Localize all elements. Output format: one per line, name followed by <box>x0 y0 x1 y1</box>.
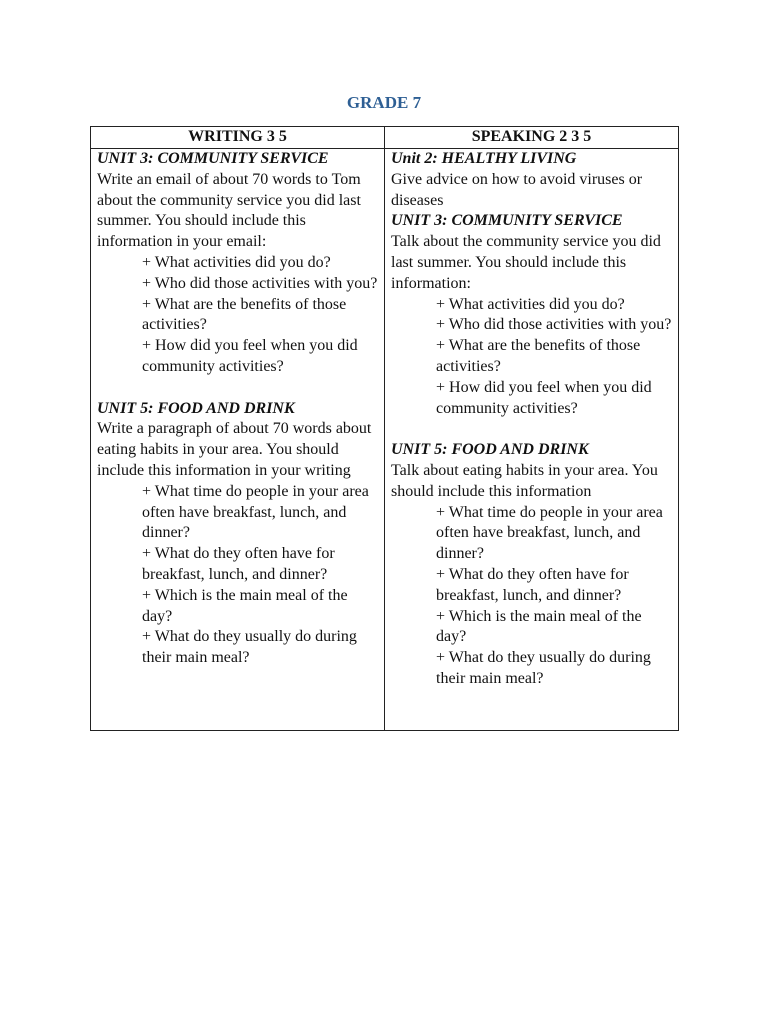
writing-column <box>91 149 385 731</box>
speaking-unit2-section <box>391 149 672 211</box>
task-prompt: Give advice on how to avoid viruses or diseases <box>391 170 643 209</box>
speaking-column <box>385 149 679 731</box>
page-title: GRADE 7 <box>346 93 422 112</box>
speaking-column-header: SPEAKING 2 3 5 <box>385 127 679 149</box>
task-prompt: Write an email of about 70 words to Tom about the community service you did last summer. You should include this information in your email: <box>97 170 361 251</box>
exam-topics-table <box>90 126 679 731</box>
question-item: + Which is the main meal of the day? <box>436 607 642 646</box>
question-item: + What do they usually do during their main meal? <box>142 628 357 667</box>
speaking-unit3-section <box>391 211 672 419</box>
unit-title: Unit 2: HEALTHY LIVING <box>391 150 577 167</box>
unit-title: UNIT 5: FOOD AND DRINK <box>391 441 589 459</box>
question-list <box>97 482 378 669</box>
question-list <box>97 253 378 378</box>
question-item: + How did you feel when you did community activities? <box>436 378 652 417</box>
task-prompt: Talk about the community service you did last summer. You should include this information: <box>391 233 661 292</box>
speaking-unit5-section <box>391 440 672 690</box>
question-item: + What activities did you do? <box>436 295 625 313</box>
question-item: + Who did those activities with you? <box>142 274 378 292</box>
question-item: + What activities did you do? <box>142 253 331 271</box>
unit-title: UNIT 3: COMMUNITY SERVICE <box>391 212 623 230</box>
question-item: + Which is the main meal of the day? <box>142 586 348 625</box>
task-prompt: Write a paragraph of about 70 words about eating habits in your area. You should include this information in your writing <box>97 420 372 479</box>
question-item: + Who did those activities with you? <box>436 316 672 334</box>
question-item: + What do they usually do during their main meal? <box>436 649 651 687</box>
section-spacer <box>97 378 378 399</box>
question-item: + What are the benefits of those activities? <box>436 337 641 375</box>
task-prompt: Talk about eating habits in your area. You should include this information <box>391 461 658 500</box>
writing-column-header: WRITING 3 5 <box>91 127 385 149</box>
writing-unit3-section <box>97 149 378 378</box>
question-list <box>391 503 672 690</box>
question-list <box>391 295 672 420</box>
writing-unit5-section <box>97 399 378 669</box>
table-header-row <box>91 127 679 149</box>
question-item: + How did you feel when you did community activities? <box>142 337 358 375</box>
question-item: + What do they often have for breakfast, lunch, and dinner? <box>436 565 629 604</box>
unit-title: UNIT 5: FOOD AND DRINK <box>97 399 295 417</box>
section-spacer <box>391 419 672 440</box>
question-item: + What do they often have for breakfast, lunch, and dinner? <box>142 545 335 583</box>
question-item: + What time do people in your area often have breakfast, lunch, and dinner? <box>436 503 663 563</box>
question-item: + What are the benefits of those activities? <box>142 295 347 334</box>
unit-title: UNIT 3: COMMUNITY SERVICE <box>97 150 329 167</box>
question-item: + What time do people in your area often have breakfast, lunch, and dinner? <box>142 482 369 542</box>
table-body-row <box>91 149 679 731</box>
